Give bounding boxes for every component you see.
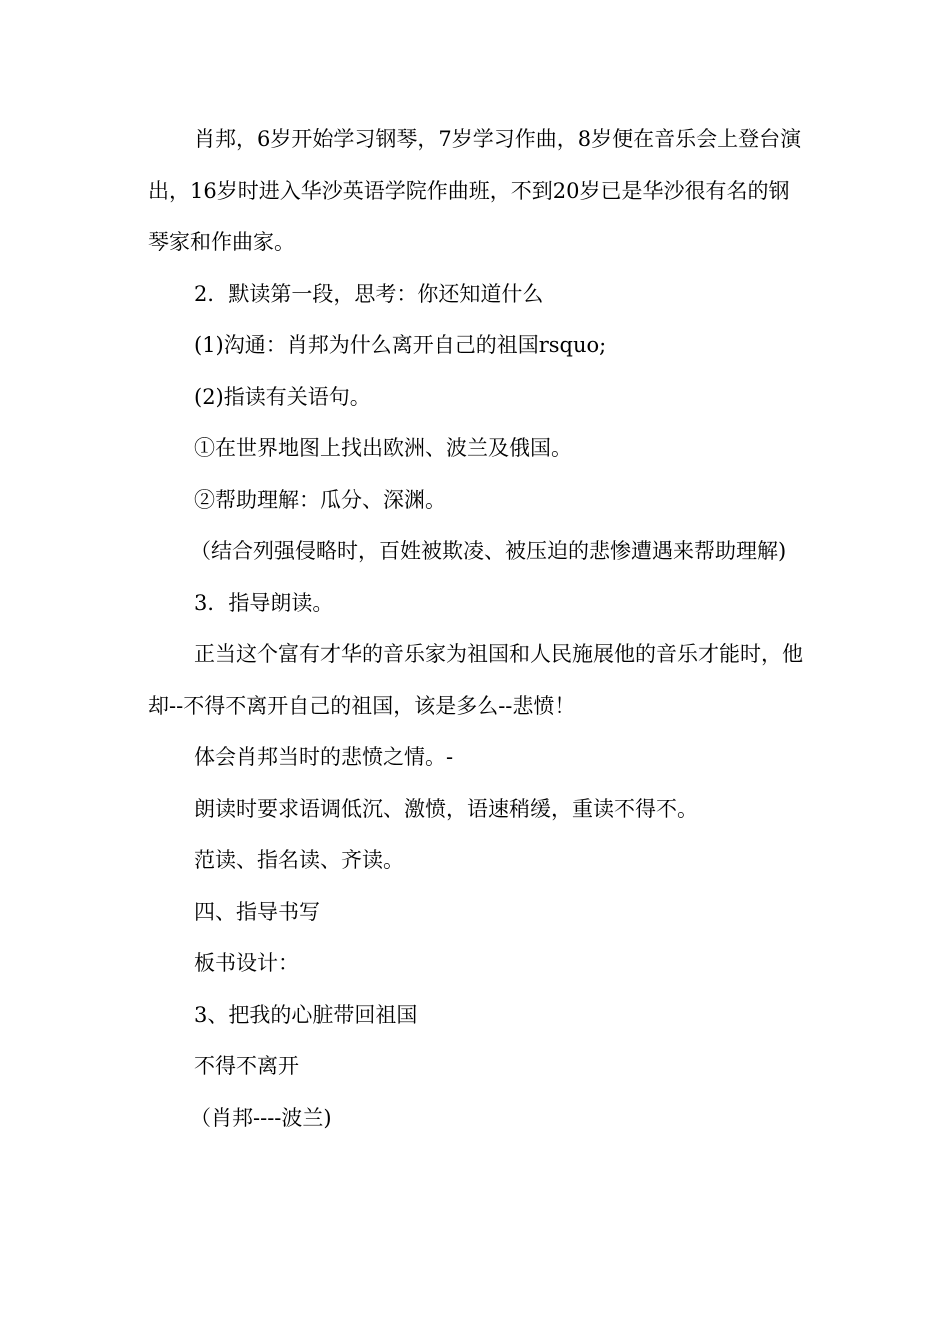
paragraph-section-4: 四、指导书写 bbox=[194, 899, 320, 924]
paragraph-step-3: 3．指导朗读。 bbox=[194, 590, 334, 615]
paragraph-feeling: 体会肖邦当时的悲愤之情。- bbox=[194, 745, 454, 769]
paragraph-had-to-leave: 不得不离开 bbox=[194, 1054, 299, 1078]
paragraph-reading-tone: 朗读时要求语调低沉、激愤，语速稍缓，重读不得不。 bbox=[194, 796, 698, 821]
paragraph-chopin-poland: （肖邦----波兰) bbox=[190, 1105, 332, 1130]
paragraph-reading-modes: 范读、指名读、齐读。 bbox=[194, 848, 404, 872]
paragraph-step-2-2: (2)指读有关语句。 bbox=[194, 384, 371, 409]
paragraph-word-help: ②帮助理解：瓜分、深渊。 bbox=[194, 487, 446, 512]
paragraph-chopin-intro: 肖邦，6岁开始学习钢琴，7岁学习作曲，8岁便在音乐会上登台演出，16岁时进入华沙英语学院作曲班，不到20岁已是华沙很有名的钢琴家和作曲家。 bbox=[148, 127, 802, 254]
paragraph-step-2: 2．默读第一段，思考：你还知道什么 bbox=[194, 281, 544, 306]
paragraph-step-2-1: (1)沟通：肖邦为什么离开自己的祖国rsquo; bbox=[194, 333, 607, 357]
paragraph-reading-text: 正当这个富有才华的音乐家为祖国和人民施展他的音乐才能时，他却--不得不离开自己的祖国，该是多么--悲愤！ bbox=[148, 642, 803, 718]
paragraph-map-task: ①在世界地图上找出欧洲、波兰及俄国。 bbox=[194, 436, 572, 460]
document-body bbox=[148, 114, 808, 1144]
paragraph-board-design: 板书设计： bbox=[194, 951, 299, 975]
paragraph-lesson-title: 3、把我的心脏带回祖国 bbox=[194, 1002, 418, 1027]
paragraph-context-note: （结合列强侵略时，百姓被欺凌、被压迫的悲惨遭遇来帮助理解) bbox=[190, 539, 787, 563]
